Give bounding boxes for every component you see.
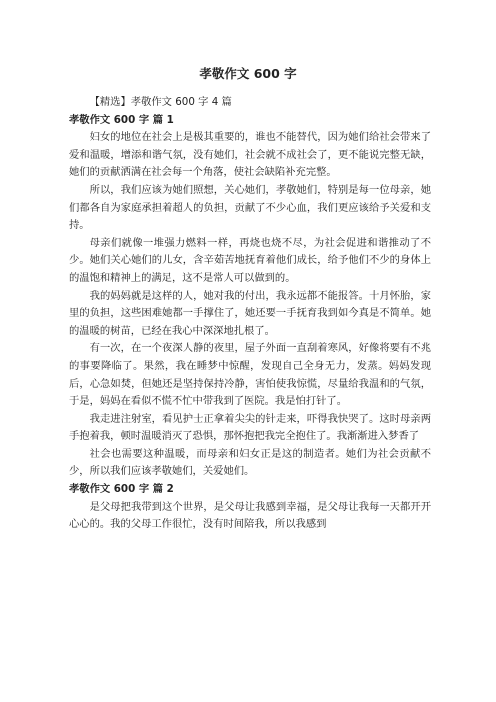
paragraph: 妇女的地位在社会上是极其重要的，谁也不能替代，因为她们给社会带来了爱和温暖，增添和谐气氛，没有她们，社会就不成社会了，更不能说完整无缺，她们的贡献洒满在社会每一个角落，使社会缺陷补充完整。 — [69, 131, 431, 179]
paragraph: 所以，我们应该为她们照想，关心她们，孝敬她们，特别是每一位母亲，她们都各自为家庭承担着超人的负担，贡献了不少心血，我们更应该给予关爱和支持。 — [69, 183, 431, 232]
section-heading-2: 孝敬作文 600 字 篇 2 — [69, 483, 174, 496]
intro-line: 【精选】孝敬作文 600 字 4 篇 — [89, 96, 232, 108]
paragraph: 我的妈妈就是这样的人，她对我的付出，我永远都不能报答。十月怀胎，家里的负担，这些困难她都一手撑住了，她还要一手抚育我到如今真是不简单。她的温暖的树苗，已经在我心中深深地扎根了。 — [69, 289, 431, 337]
paragraph: 是父母把我带到这个世界，是父母让我感到幸福，是父母让我每一天都开开心心的。我的父母工作很忙，没有时间陪我，所以我感到 — [69, 500, 431, 531]
document-title: 孝敬作文 600 字 — [199, 66, 297, 81]
paragraph: 有一次，在一个夜深人静的夜里，屋子外面一直刮着寒风，好像将要有不兆的事要降临了。果然，我在睡梦中惊醒，发现自己全身无力，发蒸。妈妈发现后，心急如焚，但她还是坚持保持冷静，害怕使我惊慌，尽量给我温和的气氛，于是，妈妈在看似不慌不忙中带我到了医院。我是怕打针了。 — [69, 342, 431, 408]
paragraph: 我走进注射室，看见护士正拿着尖尖的针走来，吓得我快哭了。这时母亲两手抱着我，顿时温暖消灭了恐惧，那怀抱把我完全抱住了。我渐渐进入梦香了 — [69, 412, 431, 443]
document-body — [69, 94, 431, 534]
paragraph: 社会也需要这种温暖，而母亲和妇女正是这的制造者。她们为社会贡献不少，所以我们应该孝敬她们，关爱她们。 — [69, 447, 431, 478]
section-heading-1: 孝敬作文 600 字 篇 1 — [69, 113, 174, 126]
paragraph: 母亲们就像一堆强力燃料一样，再烧也烧不尽，为社会促进和谐推动了不少。她们关心她们的儿女，含辛茹苦地抚育着他们成长，给予他们不少的身体上的温饱和精神上的满足，这不是常人可以做到的。 — [69, 236, 431, 284]
